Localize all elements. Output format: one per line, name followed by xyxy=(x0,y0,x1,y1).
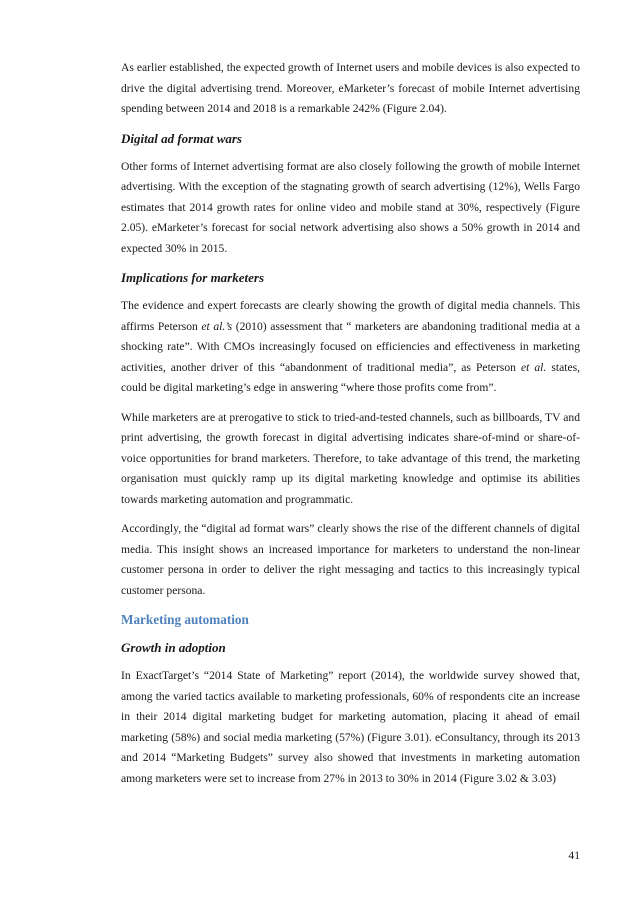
text-run: Accordingly, the “digital ad format wars” clearly shows the rise of the different channels of digital media. This insight shows an increased importance for marketers to understand the non-linear customer persona in order to deliver the right messaging and tactics to this increasingly typical customer persona. xyxy=(121,522,580,597)
subheading-growth-in-adoption: Growth in adoption xyxy=(121,640,226,655)
text-run: While marketers are at prerogative to stick to tried-and-tested channels, such as billboards, TV and print advertising, the growth forecast in digital advertising indicates share-of-mind or share-of-voice opportunities for brand marketers. Therefore, to take advantage of this trend, the marketing organisation must quickly ramp up its digital marketing knowledge and optimise its abilities towards marketing automation and programmatic. xyxy=(121,410,580,506)
document-body xyxy=(121,58,580,798)
section-heading-marketing-automation: Marketing automation xyxy=(121,612,249,627)
text-run-italic: et al.’s xyxy=(201,319,233,333)
paragraph-mobile-growth xyxy=(121,58,580,120)
text-run: In ExactTarget’s “2014 State of Marketing” report (2014), the worldwide survey showed that, among the varied tactics available to marketing professionals, 60% of respondents cite an increase in their 2014 digital marketing budget for marketing automation, placing it ahead of email marketing (58%) and social media marketing (57%) (Figure 3.01). eConsultancy, through its 2013 and 2014 “Marketing Budgets” survey also showed that investments in marketing automation among marketers were set to increase from 27% in 2013 to 30% in 2014 (Figure 3.02 & 3.03) xyxy=(121,669,580,785)
text-run: As earlier established, the expected growth of Internet users and mobile devices is also expected to drive the digital advertising trend. Moreover, eMarketer’s forecast of mobile Internet advertising spending between 2014 and 2018 is a remarkable 242% (Figure 2.04). xyxy=(121,61,580,115)
page-number: 41 xyxy=(568,849,580,862)
subheading-digital-ad-format-wars: Digital ad format wars xyxy=(121,130,242,146)
text-run: The evidence and expert forecasts are clearly showing the growth of digital media channels. This affirms Peterson xyxy=(121,299,580,333)
paragraph-accordingly xyxy=(121,519,580,601)
paragraph-traditional-channels xyxy=(121,408,580,511)
text-run-italic: et al. xyxy=(520,360,547,374)
text-run: (2010) assessment that “ marketers are abandoning traditional media at a shocking rate”. With CMOs increasingly focused on efficiencies and effectiveness in marketing activities, another driver of this “abandonment of traditional media”, as Peterson xyxy=(121,319,580,374)
text-run: Other forms of Internet advertising format are also closely following the growth of mobile Internet advertising. With the exception of the stagnating growth of search advertising (12%), Wells Fargo estimates that 2014 growth rates for online video and mobile stand at 30%, respectively (Figure 2.05). eMarketer’s forecast for social network advertising also shows a 50% growth in 2014 and expected 30% in 2015. xyxy=(121,159,580,255)
subheading-implications-for-marketers: Implications for marketers xyxy=(121,270,265,285)
paragraph-exacttarget-report xyxy=(121,666,580,789)
paragraph-evidence-forecasts xyxy=(121,296,580,399)
text-run: states, could be digital marketing’s edge in answering “where those profits come from”. xyxy=(121,360,580,394)
paragraph-ad-format-growth xyxy=(121,157,580,260)
